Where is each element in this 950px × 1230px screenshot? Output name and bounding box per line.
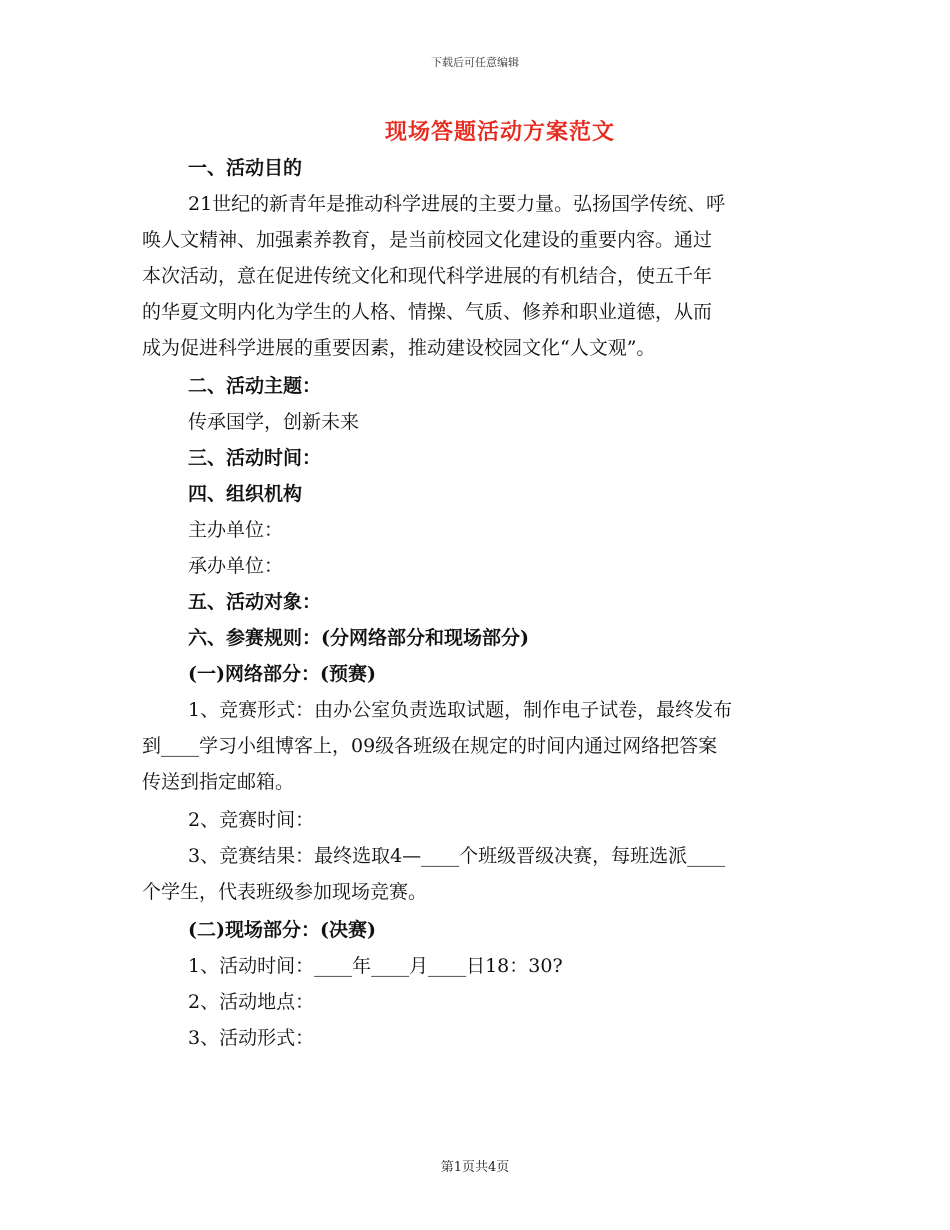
subsection-heading-online: (一)网络部分：(预赛) <box>188 663 376 685</box>
paragraph-line: 成为促进科学进展的重要因素，推动建设校园文化“人文观”。 <box>142 337 656 359</box>
paragraph-line: 的华夏文明内化为学生的人格、情操、气质、修养和职业道德，从而 <box>142 301 713 323</box>
onsite-item-1: 1、活动时间：____年____月____日18：30? <box>188 955 563 977</box>
online-item-2: 2、竞赛时间： <box>188 809 315 831</box>
section-heading-purpose: 一、活动目的 <box>188 157 303 179</box>
subsection-heading-onsite: (二)现场部分：(决赛) <box>188 919 376 941</box>
onsite-item-3: 3、活动形式： <box>188 1027 315 1049</box>
online-item-1-line: 到____学习小组博客上，09级各班级在规定的时间内通过网络把答案 <box>142 735 718 757</box>
header-note: 下载后可任意编辑 <box>431 56 519 69</box>
page-footer: 第1页共4页 <box>440 1160 510 1175</box>
online-item-3-line: 3、竞赛结果：最终选取4—____个班级晋级决赛，每班选派____ <box>188 845 726 867</box>
document-body <box>142 150 808 1056</box>
online-item-1-line: 传送到指定邮箱。 <box>142 771 295 793</box>
host-unit: 主办单位： <box>188 519 284 541</box>
paragraph-line: 21世纪的新青年是推动科学进展的主要力量。弘扬国学传统、呼 <box>188 193 726 215</box>
section-heading-organization: 四、组织机构 <box>188 483 303 505</box>
organizer-unit: 承办单位： <box>188 555 284 577</box>
theme-text: 传承国学，创新未来 <box>188 411 360 433</box>
section-heading-rules: 六、参赛规则：(分网络部分和现场部分) <box>188 627 529 649</box>
online-item-1-line: 1、竞赛形式：由办公室负责选取试题，制作电子试卷，最终发布 <box>188 699 733 721</box>
section-heading-time: 三、活动时间： <box>188 447 322 469</box>
onsite-item-2: 2、活动地点： <box>188 991 315 1013</box>
online-item-3-line: 个学生，代表班级参加现场竞赛。 <box>142 881 428 903</box>
paragraph-line: 本次活动，意在促进传统文化和现代科学进展的有机结合，使五千年 <box>142 265 713 287</box>
paragraph-line: 唤人文精神、加强素养教育，是当前校园文化建设的重要内容。通过 <box>142 229 713 251</box>
section-heading-audience: 五、活动对象： <box>188 591 322 613</box>
section-heading-theme: 二、活动主题： <box>188 375 322 397</box>
document-title: 现场答题活动方案范文 <box>384 119 615 145</box>
